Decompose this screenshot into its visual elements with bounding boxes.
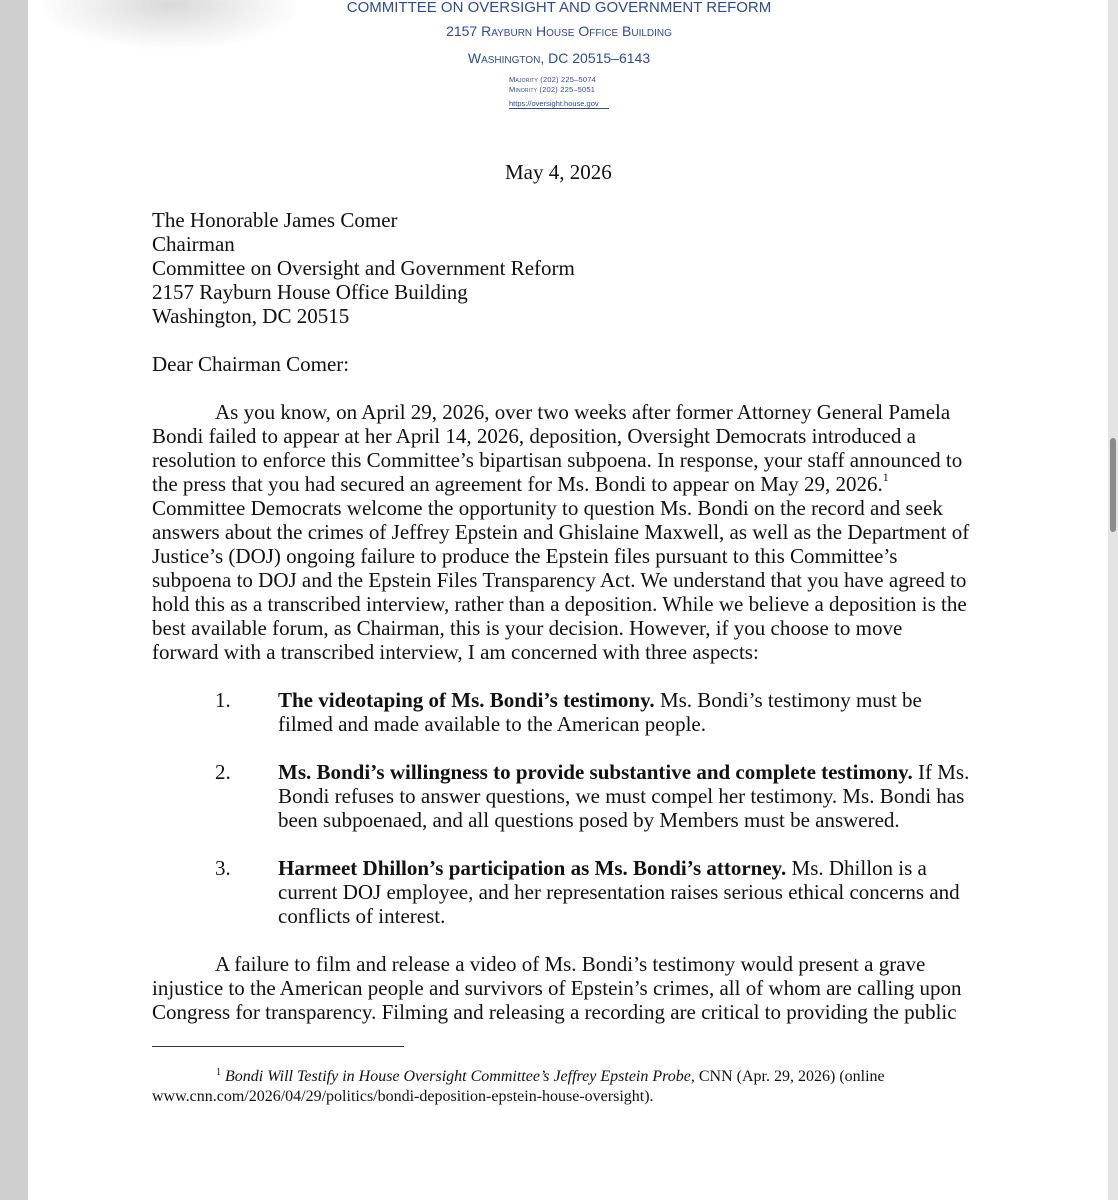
letterhead-minority-phone: Minority (202) 225–5051 <box>509 85 596 94</box>
para2-line: Congress for transparency. Filming and releasing a recording are critical to providing the public <box>152 1000 957 1024</box>
list-item-line: filmed and made available to the American people. <box>278 712 706 736</box>
para1-line: hold this as a transcribed interview, rather than a deposition. While we believe a deposition is the <box>152 592 967 616</box>
footnote-number: 1 <box>216 1067 221 1078</box>
scrollbar-thumb[interactable] <box>1110 438 1116 532</box>
letterhead-committee: COMMITTEE ON OVERSIGHT AND GOVERNMENT REFORM <box>346 0 772 16</box>
letterhead-url-underline <box>509 108 609 109</box>
list-item-line: The videotaping of Ms. Bondi’s testimony. Ms. Bondi’s testimony must be <box>278 688 922 712</box>
list-item-number: 1. <box>215 688 231 712</box>
footnote-title: Bondi Will Testify in House Oversight Committee’s Jeffrey Epstein Probe <box>225 1068 691 1085</box>
list-item-line: Bondi refuses to answer questions, we must compel her testimony. Ms. Bondi has <box>278 784 965 808</box>
letterhead-city: Washington, DC 20515–6143 <box>467 50 651 66</box>
recipient-city: Washington, DC 20515 <box>152 304 350 328</box>
para2-line: A failure to film and release a video of Ms. Bondi’s testimony would present a grave <box>215 952 926 976</box>
list-item-line: Harmeet Dhillon’s participation as Ms. Bondi’s attorney. Ms. Dhillon is a <box>278 856 927 880</box>
para1-line: Bondi failed to appear at her April 14, 2026, deposition, Oversight Democrats introduced a <box>152 424 916 448</box>
list-item-line: Ms. Bondi’s willingness to provide substantive and complete testimony. If Ms. <box>278 760 970 784</box>
para1-line: best available forum, as Chairman, this is your decision. However, if you choose to move <box>152 616 903 640</box>
list-item-line: been subpoenaed, and all questions posed by Members must be answered. <box>278 808 900 832</box>
para1-line: As you know, on April 29, 2026, over two weeks after former Attorney General Pamela <box>215 400 951 424</box>
para1-line: the press that you had secured an agreement for Ms. Bondi to appear on May 29, 2026.$^1$ <box>152 470 889 496</box>
letter-date: May 4, 2026 <box>505 160 612 184</box>
para1-line: answers about the crimes of Jeffrey Epstein and Ghislaine Maxwell, as well as the Department of <box>152 520 970 544</box>
para1-line: subpoena to DOJ and the Epstein Files Transparency Act. We understand that you have agreed to <box>152 568 967 592</box>
recipient-org: Committee on Oversight and Government Reform <box>152 256 575 280</box>
list-item-number: 3. <box>215 856 231 880</box>
para1-line: Committee Democrats welcome the opportunity to question Ms. Bondi on the record and seek <box>152 496 943 520</box>
recipient-address: 2157 Rayburn House Office Building <box>152 280 468 304</box>
list-item-number: 2. <box>215 760 231 784</box>
letterhead-address: 2157 Rayburn House Office Building <box>446 23 672 39</box>
footnote-reference[interactable]: 1 <box>882 470 889 484</box>
salutation: Dear Chairman Comer: <box>152 352 350 376</box>
footnote-url[interactable]: www.cnn.com/2026/04/29/politics/bondi-deposition-epstein-house-oversight). <box>152 1088 654 1105</box>
letterhead-url[interactable]: https://oversight.house.gov <box>509 99 599 108</box>
letterhead-majority-phone: Majority (202) 225–5074 <box>509 75 597 84</box>
para2-line: injustice to the American people and survivors of Epstein’s crimes, all of whom are calling upon <box>152 976 962 1000</box>
list-item-heading: Ms. Bondi’s willingness to provide substantive and complete testimony. <box>278 760 913 784</box>
list-item-line: current DOJ employee, and her representation raises serious ethical concerns and <box>278 880 960 904</box>
footnote-separator <box>152 1046 404 1047</box>
recipient-title: Chairman <box>152 232 235 256</box>
scrollbar-track[interactable] <box>1108 0 1118 1200</box>
list-item-line: conflicts of interest. <box>278 904 446 928</box>
footnote-line: $^1$ Bondi Will Testify in House Oversight Committee’s Jeffrey Epstein Probe, CNN (Apr. 29, 2026) (online <box>216 1067 885 1085</box>
recipient-name: The Honorable James Comer <box>152 208 398 232</box>
list-item-heading: Harmeet Dhillon’s participation as Ms. Bondi’s attorney. <box>278 856 787 880</box>
para1-line: resolution to enforce this Committee’s bipartisan subpoena. In response, your staff announced to <box>152 448 963 472</box>
list-item-heading: The videotaping of Ms. Bondi’s testimony. <box>278 688 655 712</box>
para1-line: Justice’s (DOJ) ongoing failure to produce the Epstein files pursuant to this Committee’s <box>152 544 898 568</box>
para1-line: forward with a transcribed interview, I am concerned with three aspects: <box>152 640 759 664</box>
